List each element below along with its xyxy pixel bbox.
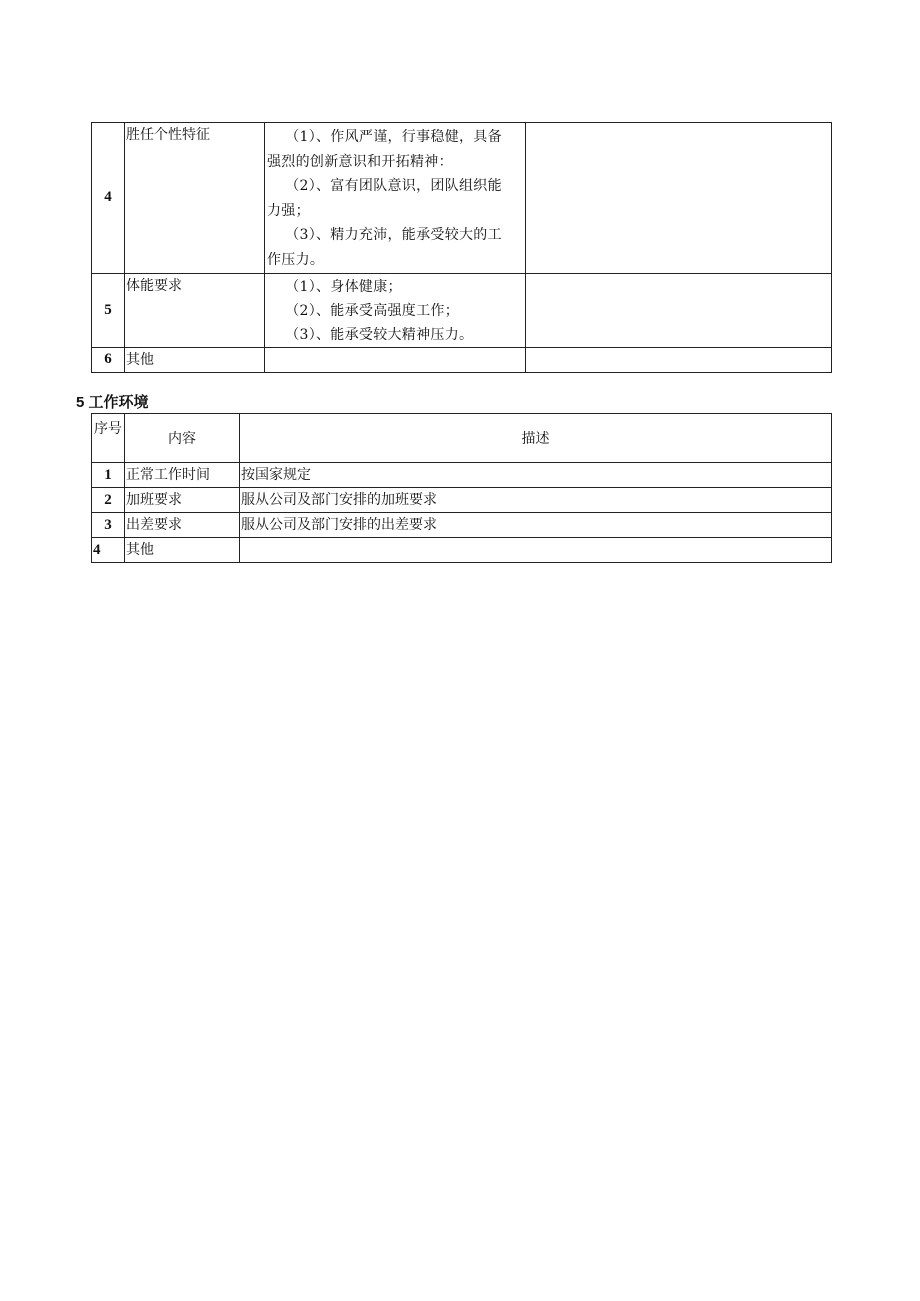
description-line: （1）、作风严谨，行事稳健，具备 (285, 129, 502, 145)
section-title: 5 工作环境 (76, 394, 149, 411)
row-number: 3 (92, 513, 125, 538)
row-label: 其他 (125, 347, 265, 372)
table-row (92, 463, 832, 488)
row-description: 服从公司及部门安排的出差要求 (240, 513, 832, 538)
table-row (92, 488, 832, 513)
table-header-row (92, 414, 832, 463)
row-description (240, 538, 832, 563)
description-line: 作压力。 (267, 251, 325, 268)
description-line: （3）、能承受较大精神压力。 (285, 326, 474, 343)
row-number: 6 (92, 347, 125, 372)
description-line: 强烈的创新意识和开拓精神： (267, 153, 453, 170)
table-row (92, 347, 832, 372)
row-description (265, 123, 526, 274)
row-description (265, 273, 526, 347)
row-number: 1 (92, 463, 125, 488)
description-line: （2）、富有团队意识，团队组织能 (285, 178, 502, 195)
table-row (92, 123, 832, 274)
row-remark (526, 273, 832, 347)
table-row (92, 538, 832, 563)
row-description: 按国家规定 (240, 463, 832, 488)
description-line: （3）、精力充沛，能承受较大的工 (285, 227, 502, 244)
description-line: 力强； (267, 202, 310, 219)
table-row (92, 513, 832, 538)
table-row (92, 273, 832, 347)
row-content: 出差要求 (125, 513, 240, 538)
row-remark (526, 123, 832, 274)
requirements-table (91, 122, 832, 373)
row-description (265, 347, 526, 372)
row-label: 体能要求 (125, 273, 265, 347)
header-content: 内容 (125, 414, 240, 463)
row-number: 4 (92, 123, 125, 274)
row-content: 正常工作时间 (125, 463, 240, 488)
row-remark (526, 347, 832, 372)
row-content: 加班要求 (125, 488, 240, 513)
row-description: 服从公司及部门安排的加班要求 (240, 488, 832, 513)
row-number: 4 (92, 538, 125, 563)
header-seq: 序号 (92, 414, 125, 463)
row-content: 其他 (125, 538, 240, 563)
row-number: 2 (92, 488, 125, 513)
work-environment-table (91, 413, 832, 563)
row-number: 5 (92, 273, 125, 347)
description-line: （2）、能承受高强度工作； (285, 302, 459, 319)
header-description: 描述 (240, 414, 832, 463)
description-line: （1）、身体健康； (285, 278, 402, 295)
row-label: 胜任个性特征 (125, 123, 265, 274)
